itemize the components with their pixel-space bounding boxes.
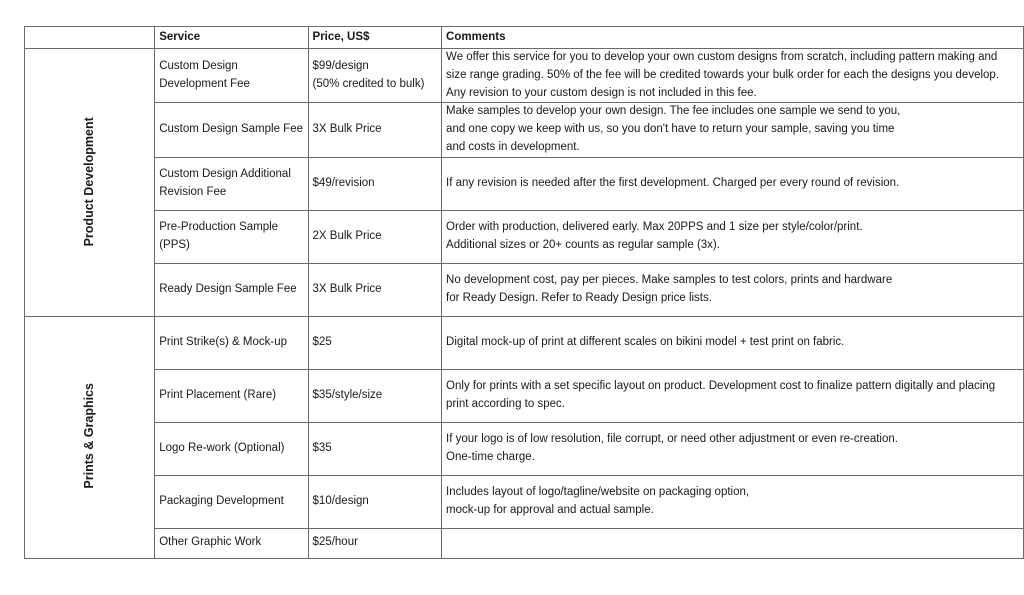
pricing-table xyxy=(24,26,1024,559)
table-row xyxy=(25,263,1024,316)
service-cell: Ready Design Sample Fee xyxy=(155,263,308,316)
comments-cell: If your logo is of low resolution, file corrupt, or need other adjustment or even re-creation. One-time charge. xyxy=(442,422,1024,475)
price-cell: $10/design xyxy=(308,475,442,528)
service-cell: Custom Design Sample Fee xyxy=(155,103,308,157)
header-price: Price, US$ xyxy=(308,27,442,49)
comments-cell: Digital mock-up of print at different scales on bikini model + test print on fabric. xyxy=(442,316,1024,369)
comments-cell: We offer this service for you to develop your own custom designs from scratch, including pattern making and size range grading. 50% of the fee will be credited towards your bulk order for each the designs you develop. Any revision to your custom design is not included in this fee. xyxy=(442,49,1024,103)
group-label: Product Development xyxy=(81,116,96,246)
header-comments: Comments xyxy=(442,27,1024,49)
table-row xyxy=(25,316,1024,369)
service-cell: Custom Design Development Fee xyxy=(155,49,308,103)
table-row xyxy=(25,369,1024,422)
comments-cell: Make samples to develop your own design. The fee includes one sample we send to you, and one copy we keep with us, so you don't have to return your sample, saving you time and costs in development. xyxy=(442,103,1024,157)
header-service: Service xyxy=(155,27,308,49)
table-row xyxy=(25,422,1024,475)
comments-cell: Only for prints with a set specific layout on product. Development cost to finalize pattern digitally and placing print according to spec. xyxy=(442,369,1024,422)
table-row xyxy=(25,49,1024,103)
table-row xyxy=(25,528,1024,558)
service-cell: Other Graphic Work xyxy=(155,528,308,558)
service-cell: Pre-Production Sample (PPS) xyxy=(155,210,308,263)
comments-cell: If any revision is needed after the first development. Charged per every round of revision. xyxy=(442,157,1024,210)
price-cell: $99/design (50% credited to bulk) xyxy=(308,49,442,103)
comments-cell xyxy=(442,528,1024,558)
price-cell: $25 xyxy=(308,316,442,369)
service-cell: Print Strike(s) & Mock-up xyxy=(155,316,308,369)
table-row xyxy=(25,475,1024,528)
price-cell: $49/revision xyxy=(308,157,442,210)
table-row xyxy=(25,210,1024,263)
service-cell: Print Placement (Rare) xyxy=(155,369,308,422)
service-cell: Packaging Development xyxy=(155,475,308,528)
price-cell: $35 xyxy=(308,422,442,475)
price-cell: 3X Bulk Price xyxy=(308,263,442,316)
price-cell: 2X Bulk Price xyxy=(308,210,442,263)
price-cell: 3X Bulk Price xyxy=(308,103,442,157)
header-row xyxy=(25,27,1024,49)
service-cell: Logo Re-work (Optional) xyxy=(155,422,308,475)
price-cell: $35/style/size xyxy=(308,369,442,422)
service-cell: Custom Design Additional Revision Fee xyxy=(155,157,308,210)
header-blank-cell xyxy=(25,27,155,49)
table-row xyxy=(25,157,1024,210)
table-row xyxy=(25,103,1024,157)
group-label: Prints & Graphics xyxy=(81,383,96,490)
group-product-development xyxy=(25,49,155,317)
price-cell: $25/hour xyxy=(308,528,442,558)
comments-cell: Order with production, delivered early. Max 20PPS and 1 size per style/color/print. Additional sizes or 20+ counts as regular sample (3x). xyxy=(442,210,1024,263)
comments-cell: No development cost, pay per pieces. Make samples to test colors, prints and hardware for Ready Design. Refer to Ready Design price lists. xyxy=(442,263,1024,316)
comments-cell: Includes layout of logo/tagline/website on packaging option, mock-up for approval and actual sample. xyxy=(442,475,1024,528)
group-prints-graphics xyxy=(25,316,155,558)
